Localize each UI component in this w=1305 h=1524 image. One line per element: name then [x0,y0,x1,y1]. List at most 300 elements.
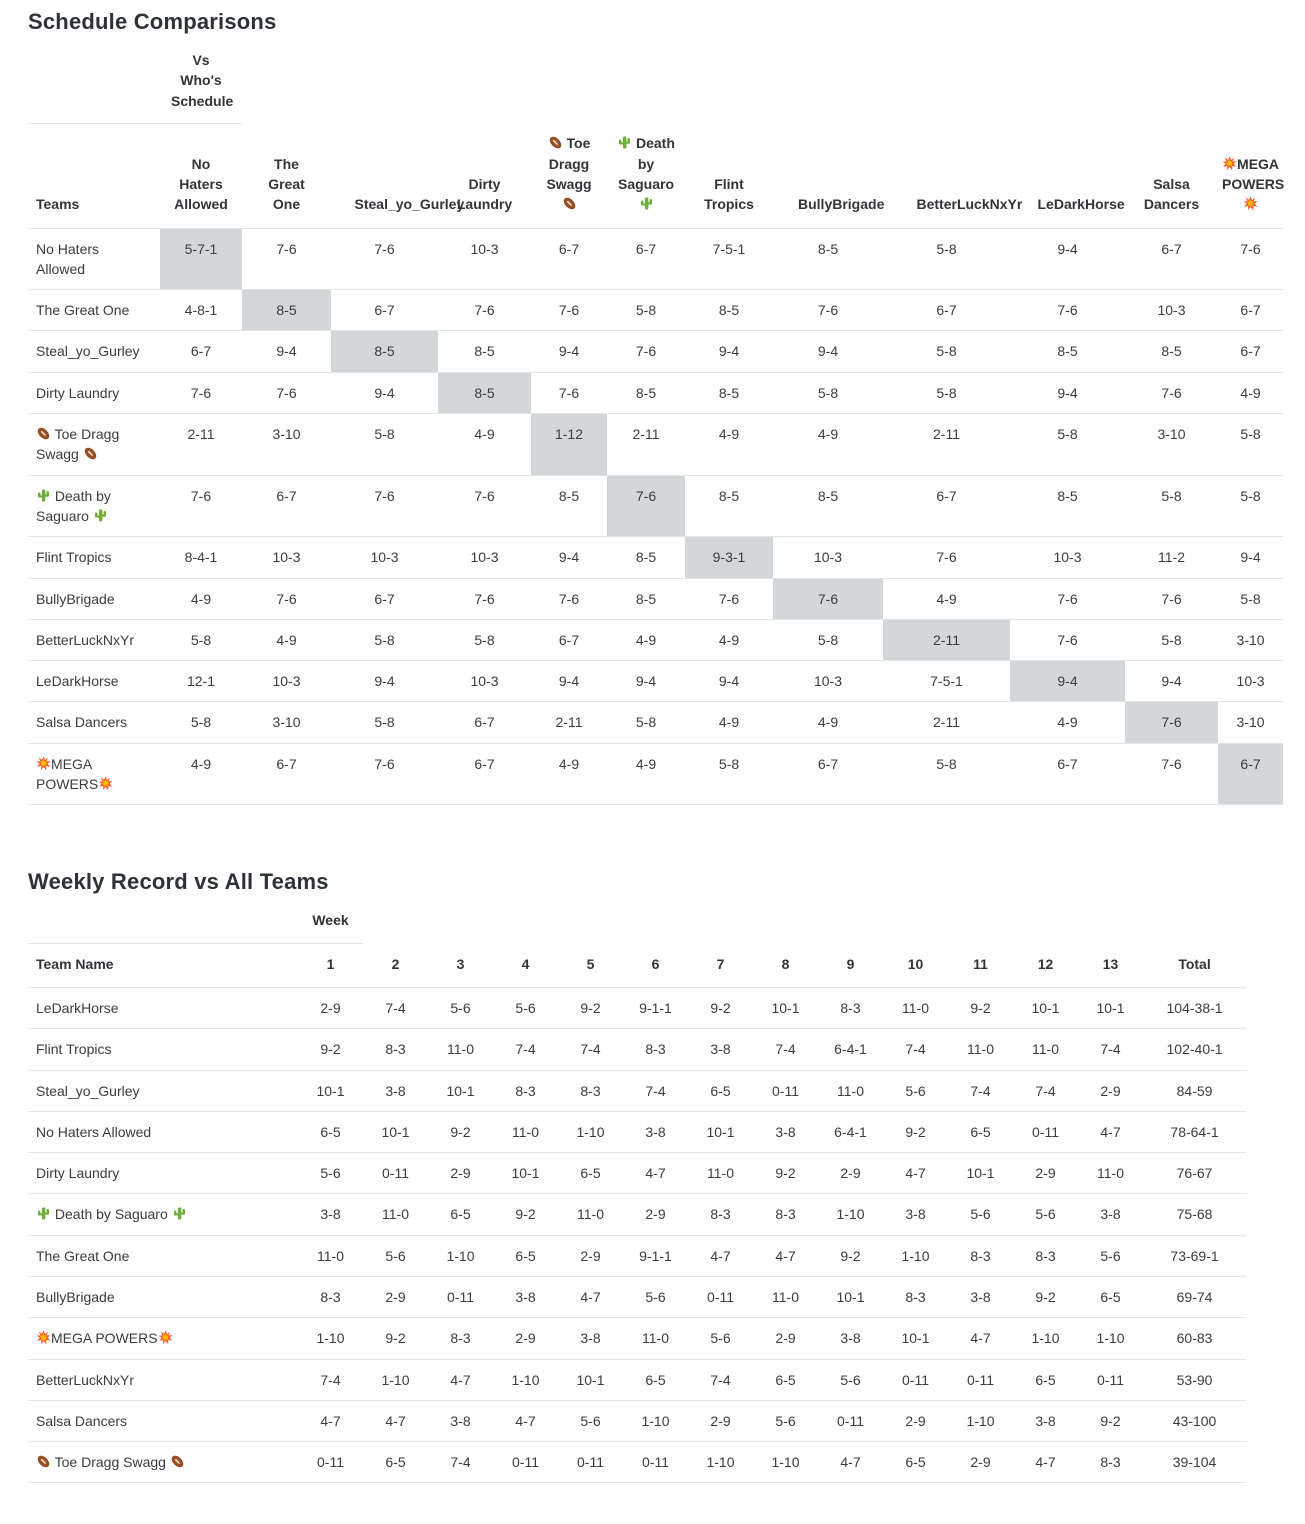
week-record-cell: 10-1 [428,1070,493,1111]
record-cell: 7-6 [1010,619,1125,660]
team-name-cell: LeDarkHorse [28,661,160,702]
cactus-icon [639,196,654,211]
record-cell: 9-4 [685,331,773,372]
schedule-comparison-row [28,228,1283,290]
record-cell: 9-4 [1010,228,1125,290]
week-record-cell: 6-5 [688,1070,753,1111]
week-record-cell: 8-3 [298,1277,363,1318]
record-cell: 9-4 [531,537,607,578]
collision-icon [36,756,51,771]
record-cell: 8-5 [1125,331,1218,372]
record-cell: 9-3-1 [685,537,773,578]
record-cell: 10-3 [1125,290,1218,331]
week-number-header: 6 [623,943,688,987]
total-record-cell: 60-83 [1143,1318,1246,1359]
record-cell: 5-8 [883,228,1010,290]
week-record-cell: 5-6 [753,1400,818,1441]
week-record-cell: 9-2 [298,1029,363,1070]
week-record-cell: 6-5 [948,1111,1013,1152]
week-record-cell: 4-7 [428,1359,493,1400]
record-cell: 5-8 [1218,414,1283,476]
record-cell: 7-6 [438,475,531,537]
record-cell: 7-6 [773,290,883,331]
week-record-cell: 3-8 [1078,1194,1143,1235]
week-record-cell: 8-3 [493,1070,558,1111]
record-cell: 10-3 [331,537,438,578]
week-record-cell: 8-3 [883,1277,948,1318]
record-cell: 7-6 [242,372,331,413]
schedule-comparison-row [28,578,1283,619]
record-cell: 5-8 [607,290,685,331]
total-record-cell: 84-59 [1143,1070,1246,1111]
record-cell: 6-7 [607,228,685,290]
record-cell: 2-11 [883,619,1010,660]
record-cell: 8-5 [242,290,331,331]
week-record-cell: 4-7 [363,1400,428,1441]
week-record-cell: 8-3 [1078,1442,1143,1483]
football-icon [548,135,563,150]
record-cell: 7-6 [331,475,438,537]
record-cell: 6-7 [531,619,607,660]
record-cell: 7-6 [531,372,607,413]
week-record-cell: 1-10 [948,1400,1013,1441]
record-cell: 7-6 [438,578,531,619]
week-record-cell: 7-4 [428,1442,493,1483]
week-record-cell: 4-7 [688,1235,753,1276]
record-cell: 10-3 [242,661,331,702]
week-record-cell: 10-1 [883,1318,948,1359]
record-cell: 7-6 [1125,702,1218,743]
record-cell: 9-4 [1125,661,1218,702]
week-record-cell: 6-5 [428,1194,493,1235]
collision-icon [98,776,113,791]
record-cell: 5-8 [1010,414,1125,476]
week-record-cell: 3-8 [298,1194,363,1235]
record-cell: 4-9 [773,702,883,743]
record-cell: 3-10 [242,414,331,476]
week-record-cell: 10-1 [1013,987,1078,1028]
week-record-cell: 9-2 [688,987,753,1028]
cactus-icon [172,1206,187,1221]
team-name-cell: Death by Saguaro [28,1194,298,1235]
week-group-filler [363,908,1246,943]
cactus-icon [36,1206,51,1221]
week-record-cell: 6-5 [883,1442,948,1483]
record-cell: 4-9 [685,619,773,660]
record-cell: 2-11 [607,414,685,476]
record-cell: 4-9 [438,414,531,476]
week-record-cell: 7-4 [1013,1070,1078,1111]
football-icon [36,426,51,441]
team-column-header: BetterLuckNxYr [883,123,1010,228]
record-cell: 6-7 [242,743,331,805]
record-cell: 10-3 [1010,537,1125,578]
week-record-cell: 2-9 [363,1277,428,1318]
week-record-cell: 4-7 [558,1277,623,1318]
record-cell: 4-9 [607,619,685,660]
cactus-icon [36,488,51,503]
record-cell: 6-7 [773,743,883,805]
record-cell: 5-8 [773,619,883,660]
week-record-cell: 9-1-1 [623,1235,688,1276]
record-cell: 7-6 [773,578,883,619]
cactus-icon [617,135,632,150]
schedule-comparisons-section [28,9,1283,805]
record-cell: 8-5 [438,372,531,413]
week-record-cell: 10-1 [948,1153,1013,1194]
total-record-cell: 53-90 [1143,1359,1246,1400]
week-record-cell: 7-4 [1078,1029,1143,1070]
week-record-cell: 0-11 [363,1153,428,1194]
week-record-cell: 8-3 [753,1194,818,1235]
week-record-cell: 6-5 [623,1359,688,1400]
total-record-cell: 39-104 [1143,1442,1246,1483]
week-record-cell: 10-1 [558,1359,623,1400]
week-record-cell: 2-9 [558,1235,623,1276]
record-cell: 7-6 [1125,372,1218,413]
week-record-cell: 5-6 [363,1235,428,1276]
week-record-cell: 1-10 [623,1400,688,1441]
team-name-cell: Flint Tropics [28,1029,298,1070]
record-cell: 8-5 [438,331,531,372]
weekly-record-row [28,1400,1246,1441]
team-name-cell: Steal_yo_Gurley [28,331,160,372]
week-record-cell: 1-10 [558,1111,623,1152]
week-record-cell: 4-7 [1078,1111,1143,1152]
week-record-cell: 7-4 [753,1029,818,1070]
record-cell: 8-5 [685,372,773,413]
team-name-cell: Dirty Laundry [28,372,160,413]
week-record-cell: 11-0 [818,1070,883,1111]
week-record-cell: 0-11 [558,1442,623,1483]
weekly-record-row [28,1070,1246,1111]
team-name-cell: No Haters Allowed [28,228,160,290]
week-record-cell: 0-11 [818,1400,883,1441]
week-record-cell: 1-10 [493,1359,558,1400]
vs-whos-schedule-header: Vs Who's Schedule [160,48,242,123]
schedule-comparison-row [28,331,1283,372]
record-cell: 10-3 [1218,661,1283,702]
week-record-cell: 6-5 [558,1153,623,1194]
week-number-header: 13 [1078,943,1143,987]
week-record-cell: 3-8 [818,1318,883,1359]
week-group-spacer [28,908,298,943]
vs-whos-schedule-group-row [28,48,1283,123]
record-cell: 9-4 [331,372,438,413]
week-record-cell: 2-9 [623,1194,688,1235]
week-record-cell: 10-1 [493,1153,558,1194]
week-number-header: 1 [298,943,363,987]
week-record-cell: 9-2 [558,987,623,1028]
weekly-record-row [28,1359,1246,1400]
week-record-cell: 11-0 [428,1029,493,1070]
record-cell: 8-4-1 [160,537,242,578]
record-cell: 5-8 [883,743,1010,805]
record-cell: 8-5 [773,228,883,290]
record-cell: 6-7 [883,475,1010,537]
team-column-header: The Great One [242,123,331,228]
week-record-cell: 10-1 [818,1277,883,1318]
record-cell: 8-5 [607,537,685,578]
week-record-cell: 7-4 [558,1029,623,1070]
week-record-cell: 7-4 [883,1029,948,1070]
schedule-comparisons-title: Schedule Comparisons [28,9,277,34]
team-column-header: BullyBrigade [773,123,883,228]
record-cell: 5-8 [1125,619,1218,660]
total-record-cell: 78-64-1 [1143,1111,1246,1152]
record-cell: 4-9 [242,619,331,660]
week-record-cell: 7-4 [298,1359,363,1400]
week-record-cell: 2-9 [948,1442,1013,1483]
record-cell: 6-7 [1218,331,1283,372]
week-record-cell: 6-4-1 [818,1029,883,1070]
record-cell: 7-6 [1010,290,1125,331]
week-record-cell: 3-8 [1013,1400,1078,1441]
week-record-cell: 5-6 [298,1153,363,1194]
week-record-cell: 9-2 [493,1194,558,1235]
record-cell: 4-9 [685,702,773,743]
week-number-header: 5 [558,943,623,987]
team-name-cell: BullyBrigade [28,578,160,619]
record-cell: 6-7 [160,331,242,372]
week-record-cell: 0-11 [688,1277,753,1318]
week-record-cell: 7-4 [623,1070,688,1111]
record-cell: 5-8 [331,619,438,660]
record-cell: 6-7 [531,228,607,290]
record-cell: 10-3 [773,537,883,578]
week-record-cell: 8-3 [558,1070,623,1111]
week-record-cell: 11-0 [1078,1153,1143,1194]
record-cell: 6-7 [1218,743,1283,805]
week-record-cell: 11-0 [623,1318,688,1359]
record-cell: 10-3 [242,537,331,578]
team-name-cell: The Great One [28,1235,298,1276]
record-cell: 9-4 [531,661,607,702]
record-cell: 5-8 [1125,475,1218,537]
week-record-cell: 8-3 [818,987,883,1028]
schedule-comparison-row [28,290,1283,331]
week-record-cell: 6-4-1 [818,1111,883,1152]
record-cell: 8-5 [607,372,685,413]
week-number-header: 10 [883,943,948,987]
record-cell: 6-7 [1218,290,1283,331]
week-record-cell: 1-10 [428,1235,493,1276]
record-cell: 2-11 [883,414,1010,476]
team-column-header: Toe Dragg Swagg [531,123,607,228]
record-cell: 5-8 [883,331,1010,372]
record-cell: 5-8 [331,702,438,743]
record-cell: 3-10 [242,702,331,743]
week-record-cell: 7-4 [493,1029,558,1070]
week-record-cell: 3-8 [428,1400,493,1441]
week-record-cell: 3-8 [363,1070,428,1111]
team-column-header: Steal_yo_Gurley [331,123,438,228]
record-cell: 6-7 [331,578,438,619]
record-cell: 2-11 [160,414,242,476]
team-name-cell: Steal_yo_Gurley [28,1070,298,1111]
record-cell: 9-4 [1010,372,1125,413]
week-record-cell: 2-9 [493,1318,558,1359]
week-record-cell: 7-4 [363,987,428,1028]
record-cell: 4-8-1 [160,290,242,331]
record-cell: 7-6 [883,537,1010,578]
week-record-cell: 6-5 [493,1235,558,1276]
record-cell: 7-6 [438,290,531,331]
weekly-record-row [28,1153,1246,1194]
week-record-cell: 0-11 [298,1442,363,1483]
record-cell: 5-8 [773,372,883,413]
week-record-cell: 1-10 [753,1442,818,1483]
schedule-comparison-row [28,475,1283,537]
week-record-cell: 4-7 [818,1442,883,1483]
week-number-header: 7 [688,943,753,987]
record-cell: 5-8 [1218,578,1283,619]
record-cell: 8-5 [331,331,438,372]
week-number-header: 2 [363,943,428,987]
week-group-header: Week [298,908,363,943]
week-record-cell: 0-11 [493,1442,558,1483]
record-cell: 7-6 [685,578,773,619]
week-number-header: 9 [818,943,883,987]
team-name-cell: Salsa Dancers [28,1400,298,1441]
group-header-spacer [28,48,160,123]
team-name-cell: Flint Tropics [28,537,160,578]
total-record-cell: 73-69-1 [1143,1235,1246,1276]
week-record-cell: 3-8 [753,1111,818,1152]
record-cell: 7-6 [1010,578,1125,619]
week-record-cell: 2-9 [688,1400,753,1441]
record-cell: 4-9 [160,578,242,619]
week-record-cell: 2-9 [818,1153,883,1194]
record-cell: 4-9 [685,414,773,476]
week-record-cell: 6-5 [298,1111,363,1152]
record-cell: 5-8 [331,414,438,476]
week-record-cell: 2-9 [1078,1070,1143,1111]
week-record-cell: 0-11 [428,1277,493,1318]
week-record-cell: 2-9 [753,1318,818,1359]
team-column-header: Dirty Laundry [438,123,531,228]
weekly-record-row [28,1277,1246,1318]
week-record-cell: 6-5 [753,1359,818,1400]
record-cell: 4-9 [531,743,607,805]
week-record-cell: 5-6 [493,987,558,1028]
record-cell: 7-6 [242,578,331,619]
week-record-cell: 11-0 [1013,1029,1078,1070]
week-record-cell: 4-7 [1013,1442,1078,1483]
record-cell: 6-7 [438,743,531,805]
week-record-cell: 4-7 [753,1235,818,1276]
week-record-cell: 1-10 [363,1359,428,1400]
team-column-header: Flint Tropics [685,123,773,228]
record-cell: 6-7 [1010,743,1125,805]
record-cell: 7-5-1 [685,228,773,290]
week-record-cell: 9-2 [818,1235,883,1276]
record-cell: 5-8 [160,619,242,660]
weekly-record-row [28,1235,1246,1276]
group-header-filler [242,48,1283,123]
team-name-cell: Dirty Laundry [28,1153,298,1194]
week-record-cell: 4-7 [883,1153,948,1194]
week-record-cell: 9-2 [1013,1277,1078,1318]
collision-icon [36,1330,51,1345]
week-record-cell: 8-3 [363,1029,428,1070]
week-number-header: 3 [428,943,493,987]
collision-icon [1243,196,1258,211]
record-cell: 9-4 [773,331,883,372]
record-cell: 9-4 [531,331,607,372]
record-cell: 5-8 [438,619,531,660]
team-name-cell: MEGA POWERS [28,743,160,805]
week-record-cell: 11-0 [753,1277,818,1318]
record-cell: 10-3 [773,661,883,702]
week-record-cell: 5-6 [883,1070,948,1111]
record-cell: 3-10 [1218,619,1283,660]
week-record-cell: 0-11 [883,1359,948,1400]
record-cell: 10-3 [438,661,531,702]
collision-icon [1222,156,1237,171]
weekly-record-row [28,1029,1246,1070]
week-record-cell: 0-11 [1013,1111,1078,1152]
record-cell: 6-7 [438,702,531,743]
record-cell: 2-11 [531,702,607,743]
football-icon [170,1454,185,1469]
week-record-cell: 1-10 [1013,1318,1078,1359]
record-cell: 10-3 [438,228,531,290]
total-record-cell: 75-68 [1143,1194,1246,1235]
week-record-cell: 2-9 [298,987,363,1028]
record-cell: 9-4 [1218,537,1283,578]
week-record-cell: 11-0 [883,987,948,1028]
team-name-column-header: Team Name [28,943,298,987]
record-cell: 8-5 [531,475,607,537]
record-cell: 9-4 [242,331,331,372]
football-icon [562,196,577,211]
record-cell: 7-6 [160,372,242,413]
week-record-cell: 5-6 [948,1194,1013,1235]
record-cell: 7-6 [607,475,685,537]
record-cell: 5-8 [883,372,1010,413]
week-record-cell: 5-6 [1078,1235,1143,1276]
week-record-cell: 0-11 [948,1359,1013,1400]
week-record-cell: 11-0 [298,1235,363,1276]
record-cell: 7-6 [607,331,685,372]
week-record-cell: 0-11 [623,1442,688,1483]
record-cell: 8-5 [1010,331,1125,372]
week-record-cell: 4-7 [298,1400,363,1441]
schedule-comparisons-table [28,48,1283,805]
week-record-cell: 11-0 [558,1194,623,1235]
week-record-cell: 11-0 [948,1029,1013,1070]
weekly-record-row [28,987,1246,1028]
weekly-record-row [28,1194,1246,1235]
week-record-cell: 3-8 [493,1277,558,1318]
week-record-cell: 8-3 [623,1029,688,1070]
record-cell: 7-5-1 [883,661,1010,702]
week-record-cell: 4-7 [623,1153,688,1194]
week-record-cell: 11-0 [688,1153,753,1194]
weekly-record-row [28,1318,1246,1359]
week-number-header: 8 [753,943,818,987]
week-record-cell: 7-4 [688,1359,753,1400]
week-record-cell: 0-11 [753,1070,818,1111]
column-header-row [28,123,1283,228]
week-record-cell: 6-5 [363,1442,428,1483]
record-cell: 7-6 [160,475,242,537]
week-group-row [28,908,1246,943]
week-number-header: 4 [493,943,558,987]
record-cell: 2-11 [883,702,1010,743]
record-cell: 8-5 [685,475,773,537]
